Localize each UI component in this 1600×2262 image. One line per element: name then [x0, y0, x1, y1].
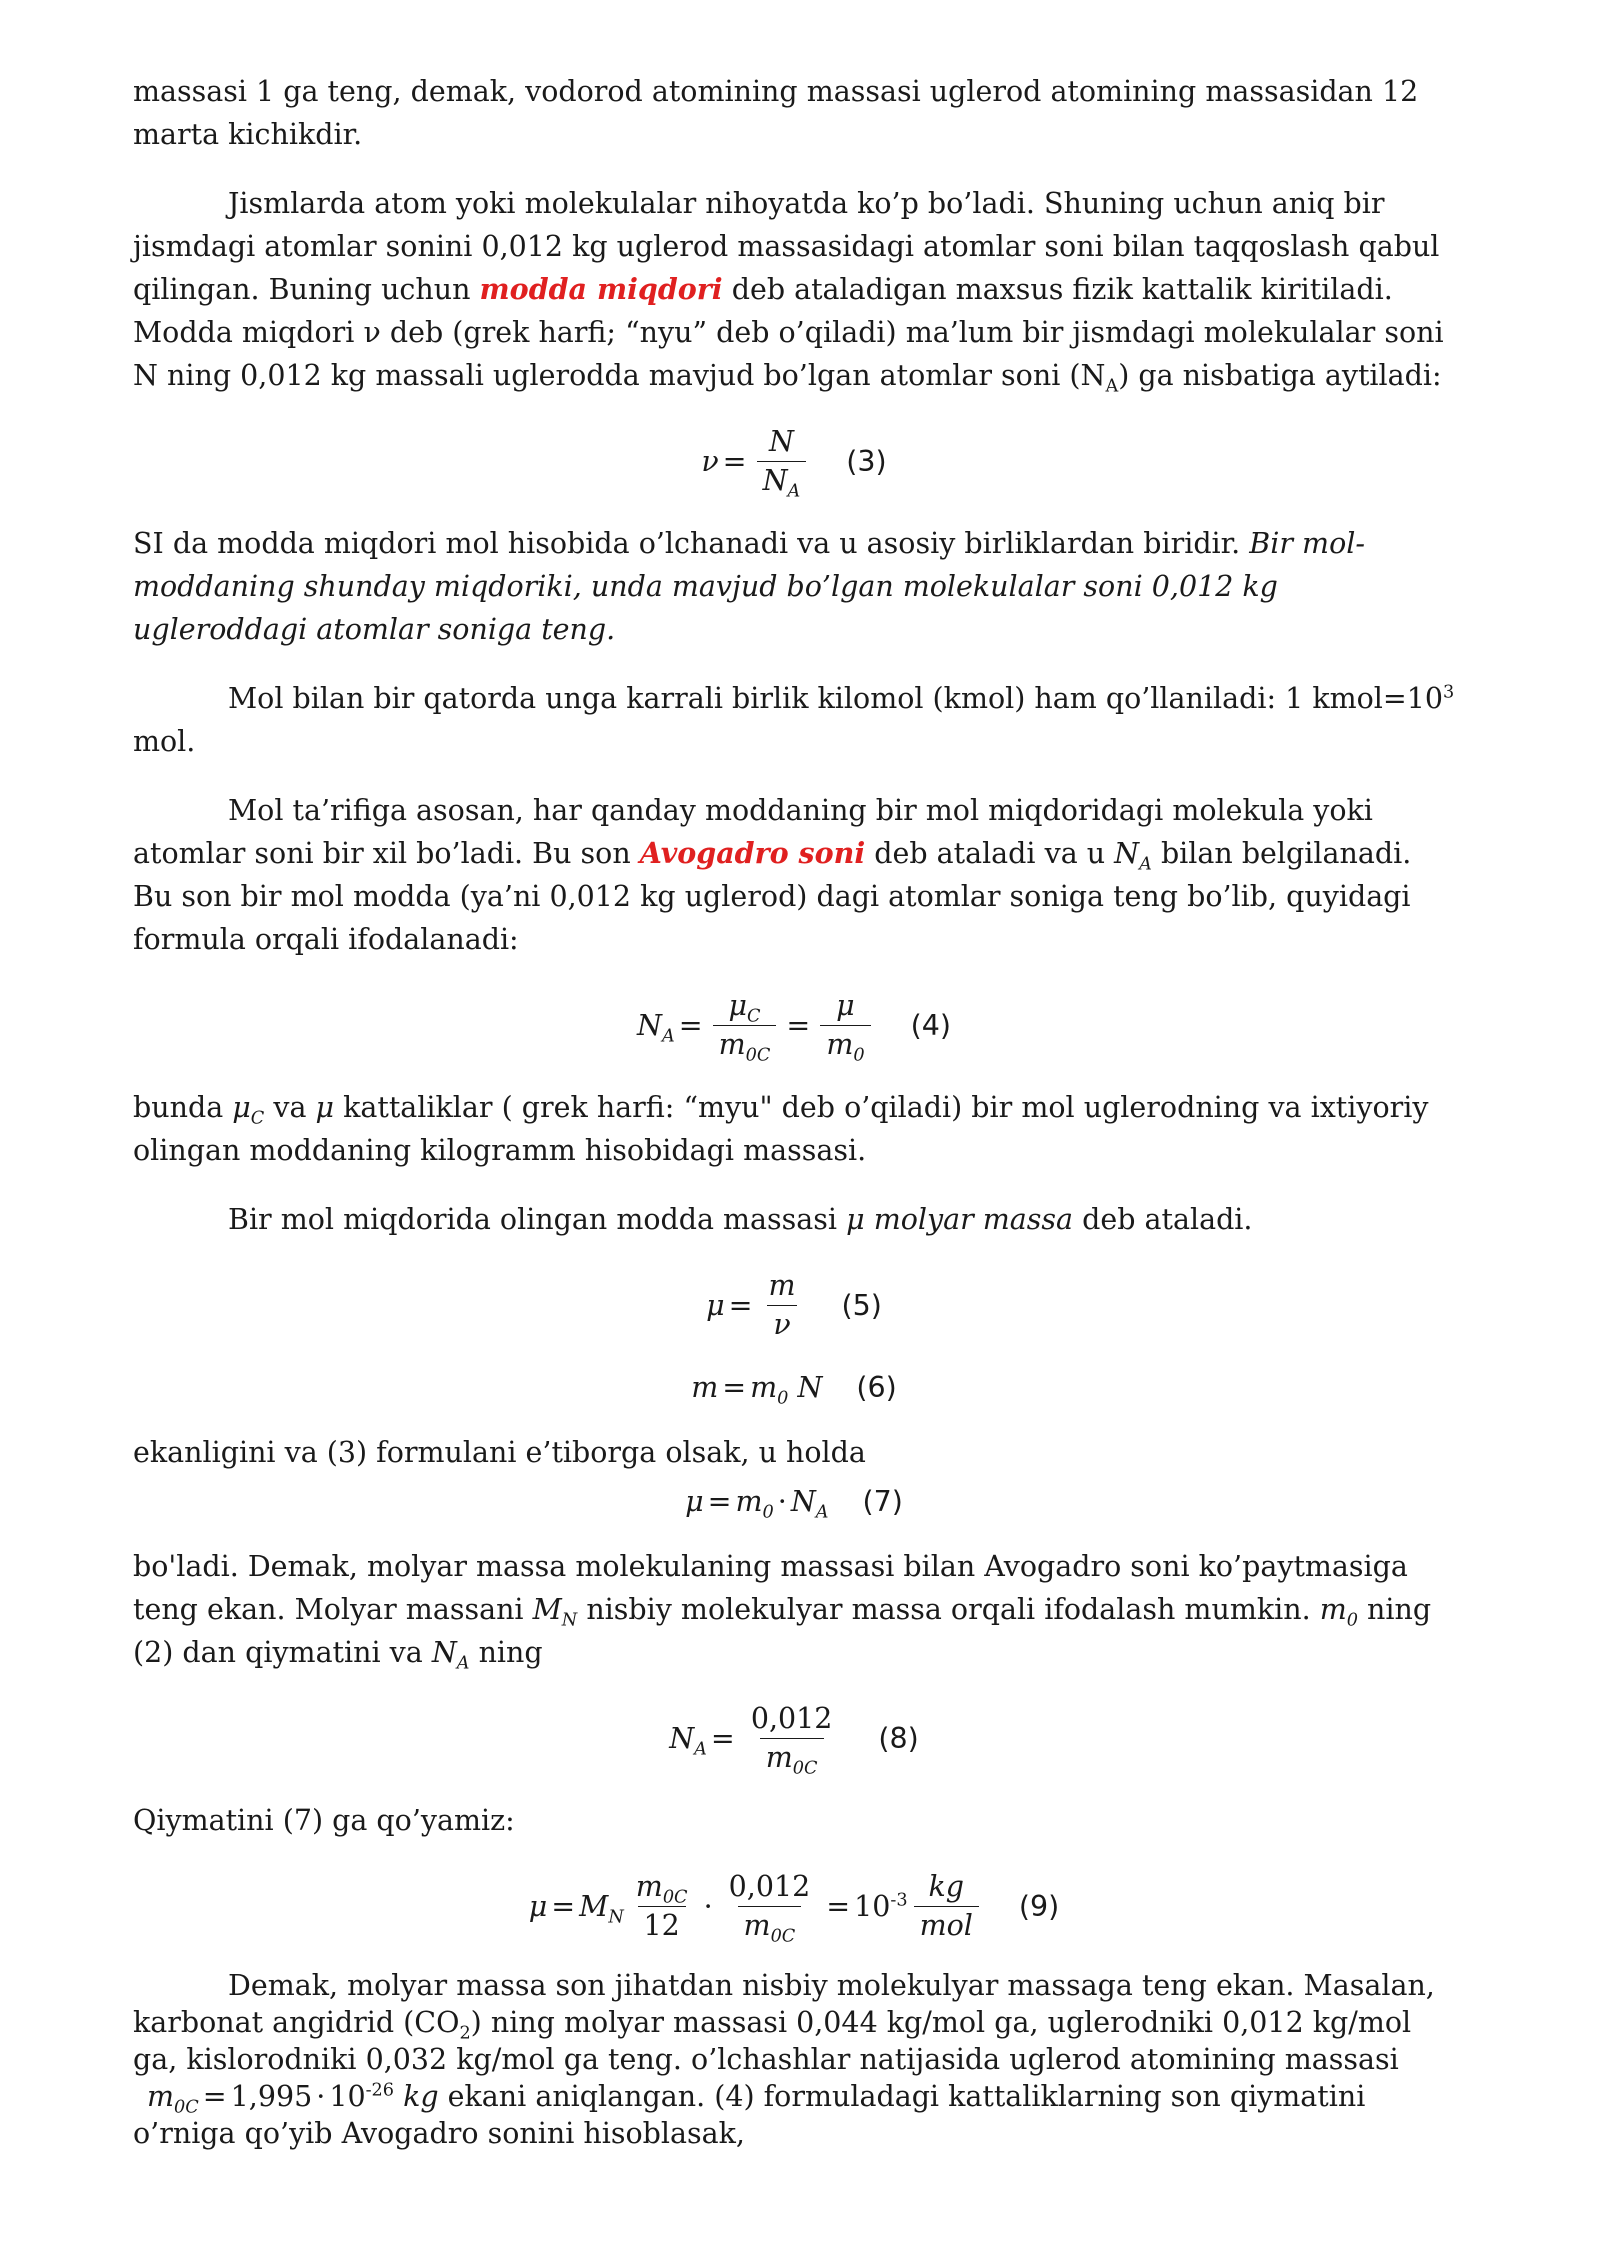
equation-number: (9): [1018, 1890, 1060, 1923]
paragraph-1: massasi 1 ga teng, demak, vodorod atomining massasi uglerod atomining massasidan 12 marta kichikdir.: [133, 75, 1419, 151]
paragraph-3: [133, 522, 1455, 651]
subscript: A: [1105, 376, 1119, 397]
eq-lhs: ν: [701, 445, 719, 478]
paragraph-6: bunda $\mu_C$ va μ kattaliklar ( grek harfi: “myu" deb o’qiladi) bir mol uglerodning va ixtiyoriy olingan moddaning kilogramm hisobidagi massasi.: [133, 1091, 1429, 1167]
fraction: $\frac{kg}{\text{mol}}$: [914, 1868, 979, 1945]
paragraph-7: Bir mol miqdorida olingan modda massasi μ molyar massa deb ataladi.: [228, 1203, 1253, 1236]
equation-5: μ = $\frac{m}{\nu}$ (5): [133, 1267, 1455, 1344]
equation-7: μ = $m_0$ · $N_A$ (7): [133, 1480, 1455, 1523]
text: ) ga nisbatiga aytiladi:: [1118, 359, 1442, 392]
paragraph-10: Qiymatini (7) ga qo’yamiz:: [133, 1804, 515, 1837]
paragraph-9: bo'ladi. Demak, molyar massa molekulaning massasi bilan Avogadro soni ko’paytmasiga teng ekan. Molyar massani $M_N$ nisbiy molekulyar massa orqali ifodalash mumkin. $m_0$ ning (2) dan qiymatini va $N_A$ ning: [133, 1550, 1432, 1674]
equation-number: (7): [862, 1485, 903, 1518]
term-modda-miqdori: modda miqdori: [479, 272, 723, 306]
equation-number: (5): [841, 1289, 882, 1322]
equation-number: (3): [846, 445, 887, 478]
fraction: $\frac{m}{\nu}$: [763, 1267, 802, 1344]
fraction: $\frac{\mu_C}{m_{0C}}$: [713, 987, 777, 1064]
paragraph-5: Mol ta’rifiga asosan, har qanday moddaning bir mol miqdoridagi molekula yoki atomlar soni bir xil bo’ladi. Bu son Avogadro soni deb ataladi va u $N_A$ bilan belgilanadi. Bu son bir mol modda (ya’ni 0,012 kg uglerod) dagi atomlar soniga teng bo’lib, quyidagi formula orqali ifodalanadi:: [133, 794, 1412, 956]
equation-9: μ = $M_N$ $\frac{m_{0C}}{12}$ · $\frac{0,012}{m_{0C}}$ = $10^{-3}$ $\frac{kg}{\text{mol}}$ (9): [528, 1870, 1060, 1947]
superscript: 3: [1443, 682, 1455, 703]
numerator: N: [768, 425, 794, 458]
definition-italic: Bir mol-moddaning shunday miqdoriki, unda mavjud bo’lgan molekulalar soni 0,012 kg ugleroddagi atomlar soniga teng.: [133, 527, 1365, 646]
fraction: $\frac{0,012}{m_{0C}}$: [750, 1702, 833, 1779]
equation-4: $N_A$ = $\frac{\mu_C}{m_{0C}}$ = $\frac{\mu}{m_0}$ (4): [637, 989, 951, 1066]
fraction: [757, 423, 807, 500]
symbol-na: $N_A$: [1114, 837, 1152, 875]
term-avogadro-soni: Avogadro soni: [639, 836, 866, 870]
fraction: $\frac{m_{0C}}{12}$: [630, 1868, 694, 1945]
fraction: $\frac{\mu}{m_0}$: [820, 987, 870, 1064]
term-molyar-massa: molyar massa: [873, 1203, 1074, 1236]
equation-number: (6): [856, 1371, 897, 1404]
equation-6: m = $m_0$ N (6): [133, 1366, 1455, 1409]
equation-3: ν = $\frac{N}{N_A}$ (3): [701, 425, 887, 502]
fraction: $\frac{0,012}{m_{0C}}$: [728, 1870, 811, 1947]
text: Jismlarda atom yoki molekulalar nihoyatda ko’p bo’ladi. Shuning uchun aniq bir jismdagi atomlar sonini 0,012 kg uglerod massasidagi atomlar soni bilan taqqoslash qabul qilingan. Buning uchun: [133, 187, 1440, 306]
text: deb ataladigan maxsus fizik kattalik kiritiladi. Modda miqdori ν deb (grek harfi; “nyu” deb o’qiladi) ma’lum bir jismdagi molekulalar soni N ning 0,012 kg massali uglerodda mavjud bo’lgan atomlar soni (N: [133, 273, 1444, 392]
equation-8: $N_A$ = $\frac{0,012}{m_{0C}}$ (8): [669, 1702, 919, 1779]
paragraph-2: [133, 182, 1455, 397]
text: SI da modda miqdori mol hisobida o’lchanadi va u asosiy birliklardan biridir.: [133, 527, 1241, 560]
denominator: $N_A$: [757, 461, 807, 500]
equation-number: (8): [878, 1722, 919, 1755]
equation-number: (4): [910, 1009, 951, 1042]
paragraph-11: Demak, molyar massa son jihatdan nisbiy molekulyar massaga teng ekan. Masalan, karbonat angidrid $(CO_2)$ ning molyar massasi 0,044 kg/mol ga, uglerodniki 0,012 kg/mol ga, kislorodniki 0,032 kg/mol ga teng. o’lchashlar natijasida uglerod atomining massasi $m_{0C} = 1,995 \cdot 10^{-26}$ kg ekani aniqlangan. (4) formuladagi kattaliklarning son qiymatini o’rniga qo’yib Avogadro sonini hisoblasak,: [133, 1969, 1435, 2150]
paragraph-8: ekanligini va (3) formulani e’tiborga olsak, u holda: [133, 1436, 866, 1469]
paragraph-4: Mol bilan bir qatorda unga karrali birlik kilomol (kmol) ham qo’llaniladi: 1 $kmol=10^3$ mol.: [133, 682, 1455, 758]
